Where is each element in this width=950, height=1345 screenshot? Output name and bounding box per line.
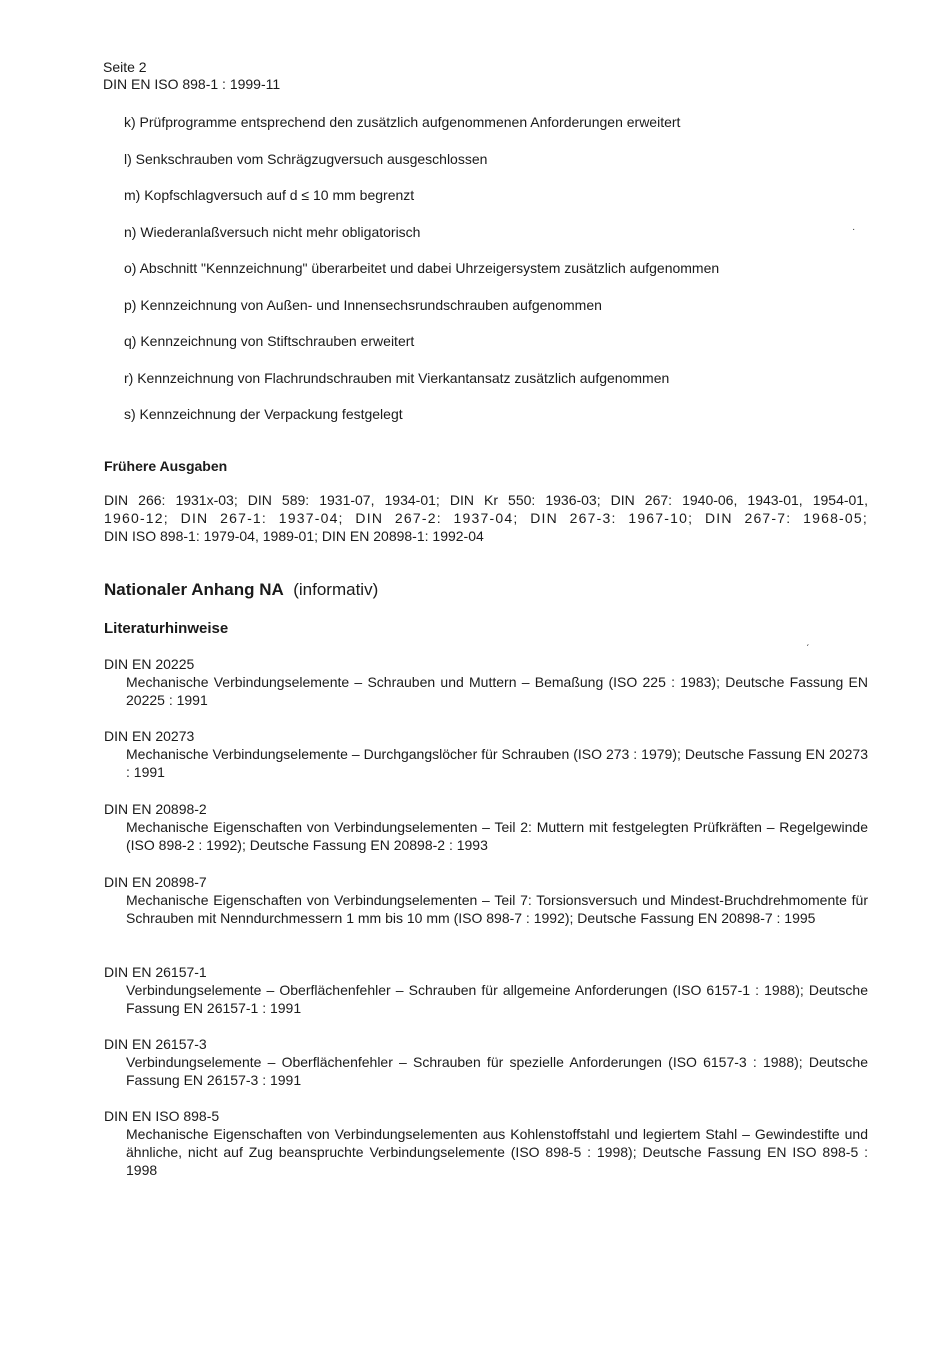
- reference-id: DIN EN 26157-1: [104, 964, 207, 980]
- anhang-title-normal: (informativ): [293, 580, 379, 599]
- page-number: Seite 2: [103, 59, 147, 75]
- reference-description: Verbindungselemente – Oberflächenfehler – Schrauben für spezielle Anforderungen (ISO 6157-3 : 1988); Deutsche Fassung EN 26157-3 : 1991: [126, 1054, 868, 1088]
- fruehere-line-1: DIN 266: 1931x-03; DIN 589: 1931-07, 1934-01; DIN Kr 550: 1936-03; DIN 267: 1940-06, 1943-01, 1954-01,: [104, 492, 868, 508]
- literaturhinweise-heading: Literaturhinweise: [104, 620, 229, 637]
- scan-speck: ˊ: [806, 644, 810, 655]
- change-item-q: q) Kennzeichnung von Stiftschrauben erweitert: [124, 333, 415, 349]
- reference-entry: [104, 800, 870, 854]
- change-item-r: r) Kennzeichnung von Flachrundschrauben mit Vierkantansatz zusätzlich aufgenommen: [124, 369, 670, 386]
- changes-list: [124, 113, 719, 442]
- fruehere-line-3: DIN ISO 898-1: 1979-04, 1989-01; DIN EN 20898-1: 1992-04: [104, 528, 484, 544]
- fruehere-line-2: 1960-12; DIN 267-1: 1937-04; DIN 267-2: 1937-04; DIN 267-3: 1967-10; DIN 267-7: 1968-05;: [104, 510, 868, 526]
- nationaler-anhang-heading: [104, 580, 378, 600]
- change-item-n: n) Wiederanlaßversuch nicht mehr obligatorisch: [124, 223, 421, 240]
- change-item-k: k) Prüfprogramme entsprechend den zusätzlich aufgenommenen Anforderungen erweitert: [124, 114, 681, 130]
- reference-description: Mechanische Eigenschaften von Verbindungselementen aus Kohlenstoffstahl und legiertem Stahl – Gewindestifte und ähnliche, nicht auf Zug beanspruchte Verbindungselemente (ISO 898-5 : 1998); Deutsche Fassung EN ISO 898-5 : 1998: [126, 1126, 868, 1178]
- anhang-title-bold: Nationaler Anhang NA: [104, 580, 284, 599]
- change-item-l: l) Senkschrauben vom Schrägzugversuch ausgeschlossen: [124, 150, 488, 167]
- reference-id: DIN EN 20225: [104, 656, 195, 672]
- reference-entry: [104, 963, 870, 1017]
- reference-description: Verbindungselemente – Oberflächenfehler – Schrauben für allgemeine Anforderungen (ISO 6157-1 : 1988); Deutsche Fassung EN 26157-1 : 1991: [126, 982, 868, 1016]
- document-number: DIN EN ISO 898-1 : 1999-11: [103, 76, 281, 92]
- reference-entry: [104, 727, 870, 781]
- fruehere-ausgaben-text: [104, 491, 868, 545]
- reference-id: DIN EN ISO 898-5: [104, 1108, 220, 1124]
- reference-description: Mechanische Verbindungselemente – Schrauben und Muttern – Bemaßung (ISO 225 : 1983); Deutsche Fassung EN 20225 : 1991: [126, 674, 868, 708]
- reference-id: DIN EN 20273: [104, 728, 195, 744]
- reference-description: Mechanische Verbindungselemente – Durchgangslöcher für Schrauben (ISO 273 : 1979); Deutsche Fassung EN 20273 : 1991: [126, 746, 868, 780]
- fruehere-ausgaben-heading: Frühere Ausgaben: [104, 458, 228, 474]
- reference-entry: [104, 1107, 870, 1179]
- change-item-s: s) Kennzeichnung der Verpackung festgelegt: [124, 406, 403, 422]
- change-item-m: m) Kopfschlagversuch auf d ≤ 10 mm begrenzt: [124, 187, 415, 203]
- reference-id: DIN EN 20898-2: [104, 801, 207, 817]
- change-item-o: o) Abschnitt "Kennzeichnung" überarbeitet und dabei Uhrzeigersystem zusätzlich aufgenommen: [124, 260, 720, 276]
- reference-id: DIN EN 26157-3: [104, 1036, 207, 1052]
- reference-description: Mechanische Eigenschaften von Verbindungselementen – Teil 7: Torsionsversuch und Mindest-Bruchdrehmomente für Schrauben mit Nenndurchmessern 1 mm bis 10 mm (ISO 898-7 : 1992); Deutsche Fassung EN 20898-7 : 1995: [126, 892, 868, 926]
- reference-entry: [104, 873, 870, 927]
- reference-entry: [104, 655, 870, 709]
- change-item-p: p) Kennzeichnung von Außen- und Innensechsrundschrauben aufgenommen: [124, 296, 602, 313]
- page-header: [103, 59, 280, 93]
- reference-id: DIN EN 20898-7: [104, 874, 207, 890]
- reference-entry: [104, 1035, 870, 1089]
- reference-description: Mechanische Eigenschaften von Verbindungselementen – Teil 2: Muttern mit festgelegten Prüfkräften – Regelgewinde (ISO 898-2 : 1992); Deutsche Fassung EN 20898-2 : 1993: [126, 819, 868, 853]
- scan-speck: ·: [852, 224, 856, 235]
